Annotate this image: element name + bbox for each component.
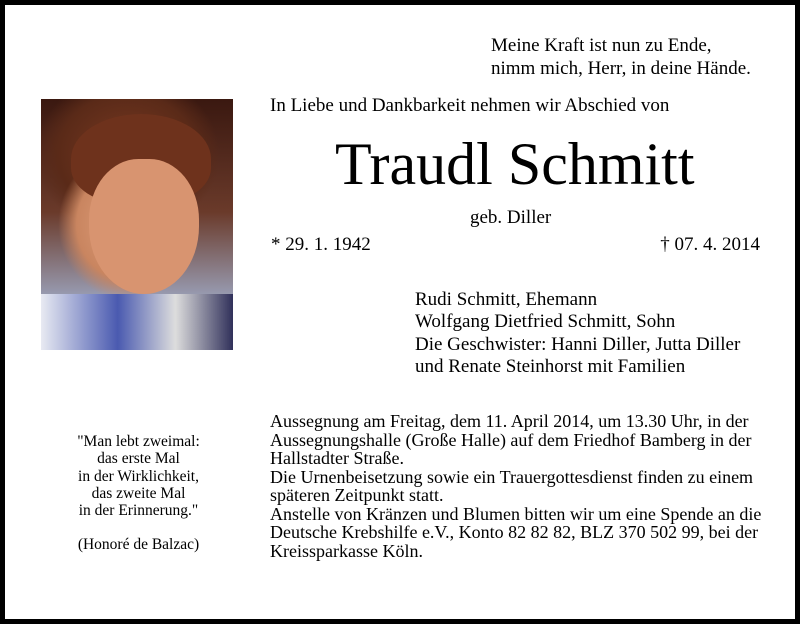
quote-line: in der Erinnerung.": [78, 502, 199, 520]
deceased-name: Traudl Schmitt: [335, 131, 695, 197]
family-member: Die Geschwister: Hanni Diller, Jutta Diller: [415, 333, 741, 355]
body-line: späteren Zeitpunkt statt.: [270, 485, 444, 505]
service-details: [270, 412, 761, 560]
verse: [491, 34, 751, 80]
quote-line: das zweite Mal: [91, 484, 186, 502]
body-line: Deutsche Krebshilfe e.V., Konto 82 82 82, BLZ 370 502 99, bei der: [270, 522, 759, 542]
obituary-page: [5, 5, 795, 619]
intro-text: In Liebe und Dankbarkeit nehmen wir Abschied von: [270, 95, 670, 116]
family-member: und Renate Steinhorst mit Familien: [415, 355, 686, 377]
verse-line: nimm mich, Herr, in deine Hände.: [491, 58, 751, 79]
body-line: Die Urnenbeisetzung sowie ein Trauergottesdienst finden zu einem: [270, 466, 754, 487]
family-list: [415, 289, 740, 378]
body-line: Anstelle von Kränzen und Blumen bitten wir um eine Spende an die: [270, 503, 762, 524]
verse-line: Meine Kraft ist nun zu Ende,: [491, 35, 712, 56]
quote-line: in der Wirklichkeit,: [78, 467, 199, 485]
quote-line: "Man lebt zweimal:: [77, 433, 200, 450]
quote: [41, 433, 236, 554]
body-line: Aussegnung am Freitag, dem 11. April 2014, um 13.30 Uhr, in der: [270, 411, 749, 431]
family-member: Wolfgang Dietfried Schmitt, Sohn: [415, 311, 676, 333]
quote-author: (Honoré de Balzac): [77, 536, 200, 554]
body-line: Hallstadter Straße.: [270, 448, 404, 468]
family-member: Rudi Schmitt, Ehemann: [415, 289, 598, 310]
birth-date: * 29. 1. 1942: [271, 234, 371, 255]
portrait-photo: [41, 99, 233, 350]
quote-line: das erste Mal: [97, 450, 180, 468]
body-line: Kreissparkasse Köln.: [270, 540, 423, 561]
maiden-name: geb. Diller: [470, 207, 552, 228]
death-date: † 07. 4. 2014: [660, 234, 760, 255]
body-line: Aussegnungshalle (Große Halle) auf dem Friedhof Bamberg in der: [270, 429, 752, 450]
